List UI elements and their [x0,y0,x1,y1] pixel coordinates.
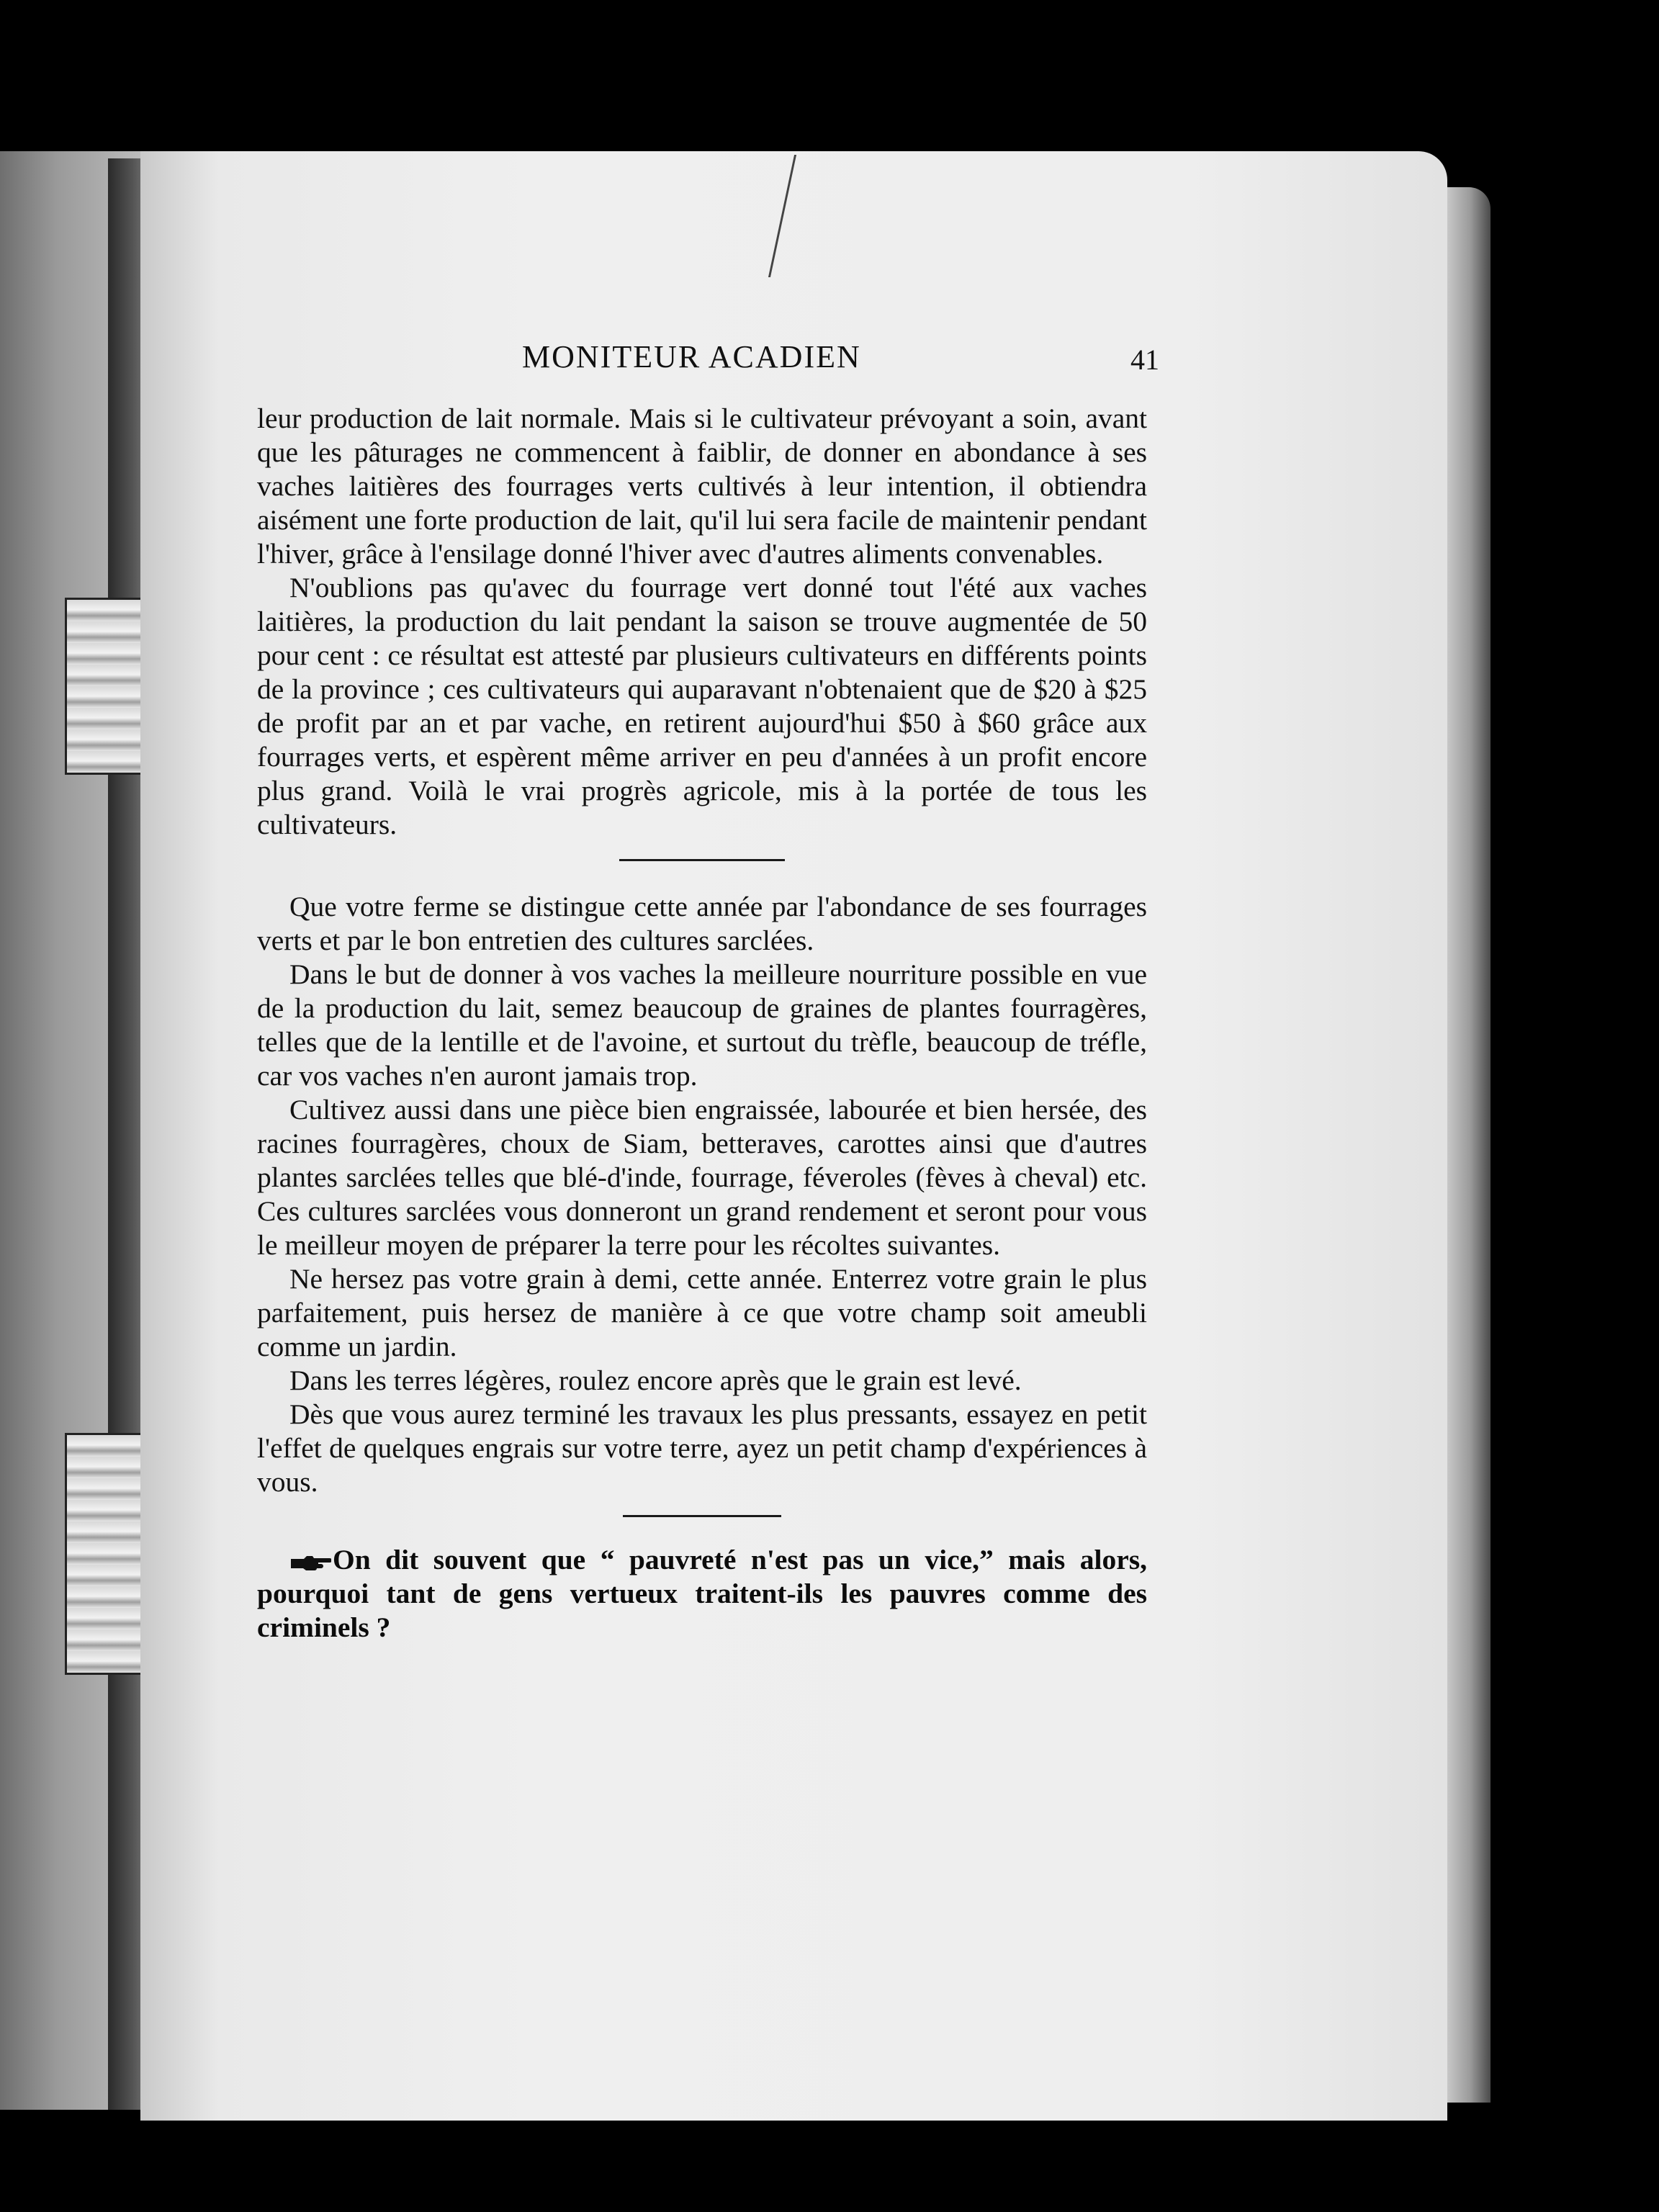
pointing-hand-icon [289,1555,331,1570]
section-divider [619,859,785,861]
page-body [257,402,1147,1645]
paragraph: N'oublions pas qu'avec du fourrage vert donné tout l'été aux vaches laitières, la production du lait pendant la saison se trouve augmentée de 50 pour cent : ce résultat est attesté par plusieurs cultivateurs en différents points de la province ; ces cultivateurs qui auparavant n'obtenaient que de $20 à $25 de profit par an et par vache, en retirent aujourd'hui $50 à $60 grâce aux fourrages verts, et espèrent même arriver en peu d'années à un profit encore plus grand. Voilà le vrai progrès agricole, mis à la portée de tous les cultivateurs. [257,572,1147,840]
page-header [259,338,1159,382]
closing-paragraph [257,1543,1147,1645]
binding-tape-upper [65,598,148,775]
binding-tape-lower [65,1433,148,1675]
paragraph: Dans le but de donner à vos vaches la meilleure nourriture possible en vue de la production du lait, semez beaucoup de graines de plantes fourragères, telles que de la lentille et de l'avoine, et surtout du trèfle, beaucoup de tréfle, car vos vaches n'en auront jamais trop. [257,958,1147,1092]
paragraph: Dès que vous aurez terminé les travaux les plus pressants, essayez en petit l'effet de quelques engrais sur votre terre, ayez un petit champ d'expériences à vous. [257,1398,1147,1498]
page-fore-edge [1440,187,1491,2103]
paragraph: Cultivez aussi dans une pièce bien engraissée, labourée et bien hersée, des racines fourragères, choux de Siam, betteraves, carottes ainsi que d'autres plantes sarclées telles que blé-d'inde, fourrage, féveroles (fèves à cheval) etc. Ces cultures sarclées vous donneront un grand rendement et seront pour vous le meilleur moyen de préparer la terre pour les récoltes suivantes. [257,1094,1147,1261]
closing-paragraph-text: On dit souvent que “ pauvreté n'est pas un vice,” mais alors, pourquoi tant de gens vertueux traitent-ils les pauvres comme des criminels ? [257,1544,1147,1643]
paragraph: Dans les terres légères, roulez encore après que le grain est levé. [289,1364,1022,1396]
paragraph: Que votre ferme se distingue cette année par l'abondance de ses fourrages verts et par le bon entretien des cultures sarclées. [257,891,1147,956]
section-divider [623,1515,781,1517]
page-number: 41 [1130,343,1159,376]
running-title: MONITEUR ACADIEN [522,339,861,374]
paragraph: leur production de lait normale. Mais si le cultivateur prévoyant a soin, avant que les pâturages ne commencent à faiblir, de donner en abondance à ses vaches laitières des fourrages verts cultivés à leur intention, il obtiendra aisément une forte production de lait, qu'il lui sera facile de maintenir pendant l'hiver, grâce à l'ensilage donné l'hiver avec d'autres aliments convenables. [257,403,1147,570]
paragraph: Ne hersez pas votre grain à demi, cette année. Enterrez votre grain le plus parfaitement, puis hersez de manière à ce que votre champ soit ameubli comme un jardin. [257,1263,1147,1362]
